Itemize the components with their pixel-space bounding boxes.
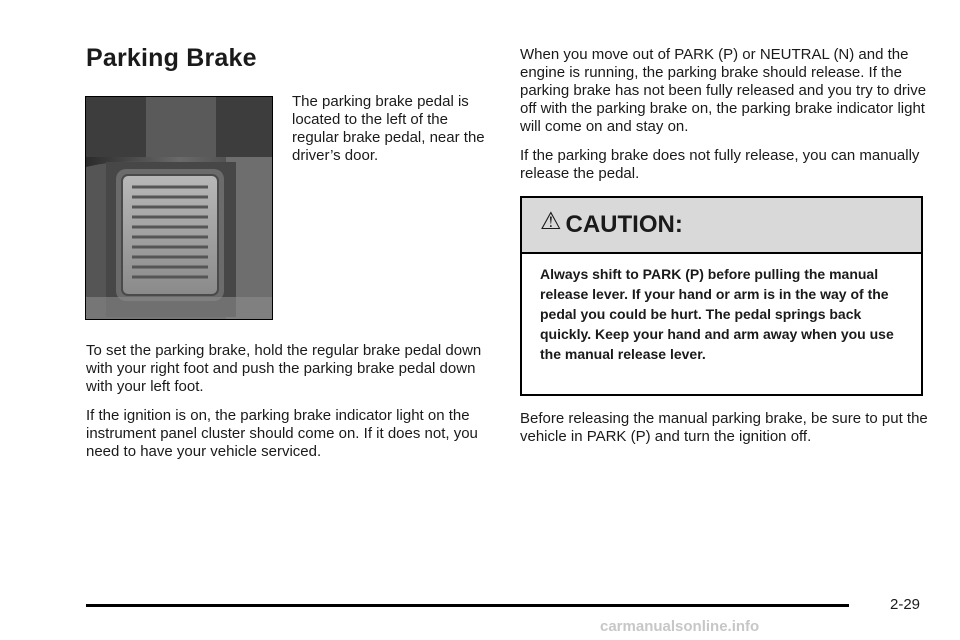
pedal-illustration: [86, 97, 273, 320]
footer-rule: [86, 604, 849, 607]
right-column-body: [520, 46, 930, 194]
release-instructions: Before releasing the manual parking brake, be sure to put the vehicle in PARK (P) and turn the ignition off.: [520, 410, 928, 445]
paragraph: If the ignition is on, the parking brake indicator light on the instrument panel cluster should come on. If it does not, you need to have your vehicle serviced.: [86, 407, 478, 460]
warning-triangle-icon: ⚠: [540, 208, 562, 235]
parking-brake-pedal-photo: [85, 96, 273, 320]
paragraph: To set the parking brake, hold the regular brake pedal down with your right foot and push the parking brake pedal down with your left foot.: [86, 342, 482, 395]
pedal-location-text: The parking brake pedal is located to the left of the regular brake pedal, near the driver’s door.: [292, 93, 485, 164]
paragraph: If the parking brake does not fully release, you can manually release the pedal.: [520, 147, 920, 182]
caution-text: Always shift to PARK (P) before pulling the manual release lever. If your hand or arm is in the way of the pedal you could be hurt. The pedal springs back quickly. Keep your hand and arm away when you use the manual release lever.: [540, 266, 894, 362]
caution-heading: CAUTION:: [565, 211, 683, 238]
caution-box: [520, 196, 923, 396]
left-column-body: [86, 342, 486, 472]
paragraph: When you move out of PARK (P) or NEUTRAL (N) and the engine is running, the parking brake should release. If the parking brake has not been fully released and you try to drive off with the parking brake on, the parking brake indicator light will come on and stay on.: [520, 46, 927, 135]
page-number: 2-29: [890, 596, 921, 613]
page-title: Parking Brake: [86, 44, 257, 72]
watermark: carmanualsonline.info: [600, 618, 760, 635]
caution-header: [522, 198, 921, 254]
